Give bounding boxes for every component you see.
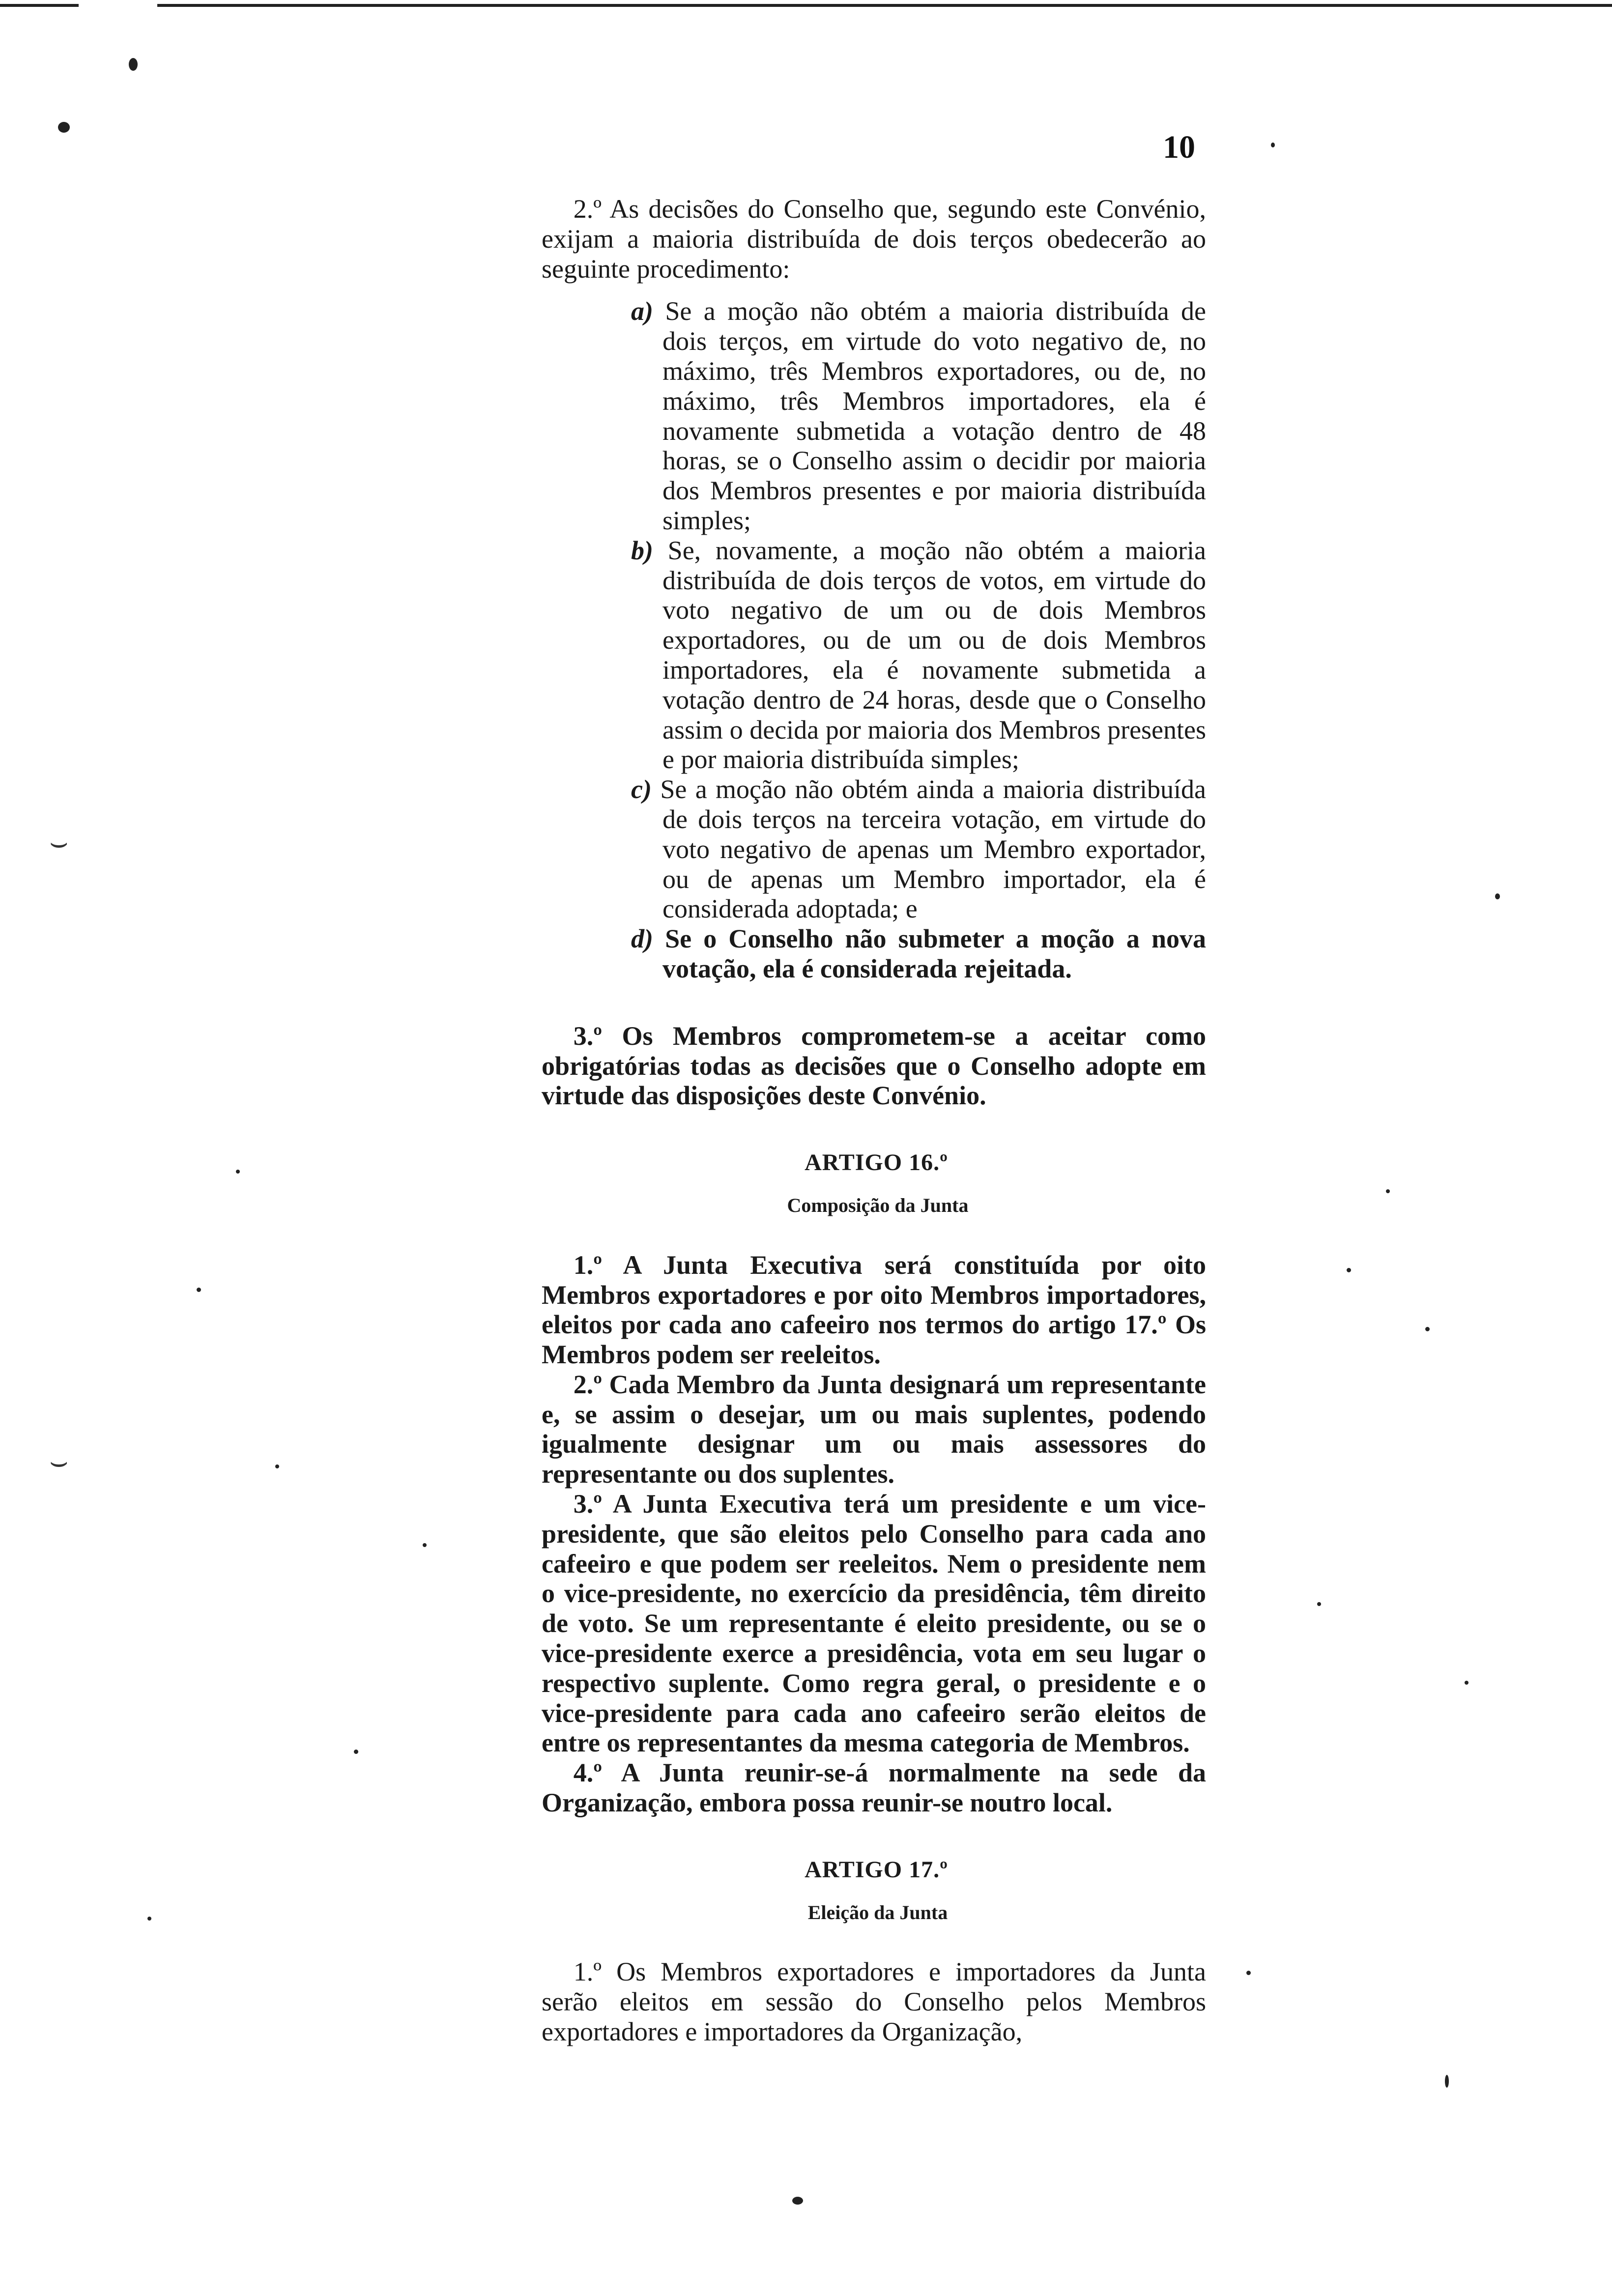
paragraph-2-intro: 2.º As decisões do Conselho que, segundo este Convénio, exijam a maioria distribuída de dois terços obedecerão ao seguinte procedimento: [542,194,1206,284]
scan-speck [1271,143,1275,147]
article-16-paragraph-4: 4.º A Junta reunir-se-á normalmente na sede da Organização, embora possa reunir-se noutro local. [542,1758,1206,1818]
scan-speck [236,1170,240,1174]
list-item-c [631,775,1206,924]
list-item-d [631,924,1206,984]
item-text-a: Se a moção não obtém a maioria distribuída de dois terços, em virtude do voto negativo de, no máximo, três Membros exportadores, ou de, no máximo, três Membros importadores, ela é novamente submetida a votação dentro de 48 horas, se o Conselho assim o decidir por maioria dos Membros presentes e por maioria distribuída simples; [662,296,1207,535]
top-border-gap [79,2,157,9]
paragraph-3: 3.º Os Membros comprometem-se a aceitar como obrigatórias todas as decisões que o Conselho adopte em virtude das disposições deste Convénio. [542,1021,1206,1111]
page-number: 10 [1163,129,1195,165]
scan-speck [354,1750,358,1754]
scan-speck [1347,1268,1351,1272]
item-letter-d: d) [631,924,653,954]
scan-speck [275,1464,279,1468]
scan-speck [1465,1681,1468,1685]
item-letter-b: b) [631,535,653,565]
top-border-rule [0,4,1612,7]
list-item-b [631,535,1206,775]
scan-speck [129,58,138,71]
item-letter-c: c) [631,775,652,804]
scan-speck [423,1543,427,1547]
scan-speck [1317,1602,1321,1606]
article-16-paragraph-2: 2.º Cada Membro da Junta designará um representante e, se assim o desejar, um ou mais suplentes, podendo igualmente designar um ou mais assessores do representante ou dos suplentes. [542,1369,1206,1489]
scan-speck [1425,1327,1430,1331]
item-text-d: Se o Conselho não submeter a moção a nova votação, ela é considerada rejeitada. [662,924,1206,983]
article-17-title: Eleição da Junta [807,1901,948,1923]
item-text-c: Se a moção não obtém ainda a maioria distribuída de dois terços na terceira votação, em virtude do voto negativo de apenas um Membro exportador, ou de apenas um Membro importador, ela é considerada adoptada; e [660,775,1206,924]
item-letter-a: a) [631,296,653,326]
scan-speck [1386,1189,1390,1193]
scan-speck [1445,2075,1449,2088]
margin-curve-mark: ⌣ [49,826,69,859]
scan-speck [197,1288,201,1292]
document-body [542,194,1206,2047]
article-16-paragraph-3: 3.º A Junta Executiva terá um presidente e um vice-presidente, que são eleitos pelo Conselho para cada ano cafeeiro e que podem ser reeleitos. Nem o presidente nem o vice-presidente, no exercício da presidência, têm direito de voto. Se um representante é eleito presidente, ou se o vice-presidente exerce a presidência, vota em seu lugar o respectivo suplente. Como regra geral, o presidente e o vice-presidente para cada ano cafeeiro serão eleitos de entre os representantes da mesma categoria de Membros. [542,1489,1206,1758]
scan-speck [792,2197,803,2205]
article-16-heading: ARTIGO 16.º [805,1149,948,1176]
list-item-a [631,296,1207,535]
article-17-heading: ARTIGO 17.º [805,1856,948,1883]
article-16-paragraph-1: 1.º A Junta Executiva será constituída por oito Membros exportadores e por oito Membros importadores, eleitos por cada ano cafeeiro nos termos do artigo 17.º Os Membros podem ser reeleitos. [542,1250,1206,1370]
article-16-title: Composição da Junta [787,1194,969,1216]
scan-speck [1495,893,1500,899]
scan-speck [147,1917,151,1921]
scan-speck [1246,1971,1251,1975]
item-text-b: Se, novamente, a moção não obtém a maioria distribuída de dois terços de votos, em virtude do voto negativo de um ou de dois Membros exportadores, ou de um ou de dois Membros importadores, ela é novamente submetida a votação dentro de 24 horas, desde que o Conselho assim o decida por maioria dos Membros presentes e por maioria distribuída simples; [662,535,1206,775]
scan-speck [58,122,70,133]
margin-curve-mark: ⌣ [49,1445,69,1478]
article-17-paragraph-1: 1.º Os Membros exportadores e importadores da Junta serão eleitos em sessão do Conselho pelos Membros exportadores e importadores da Organização, [542,1957,1206,2047]
